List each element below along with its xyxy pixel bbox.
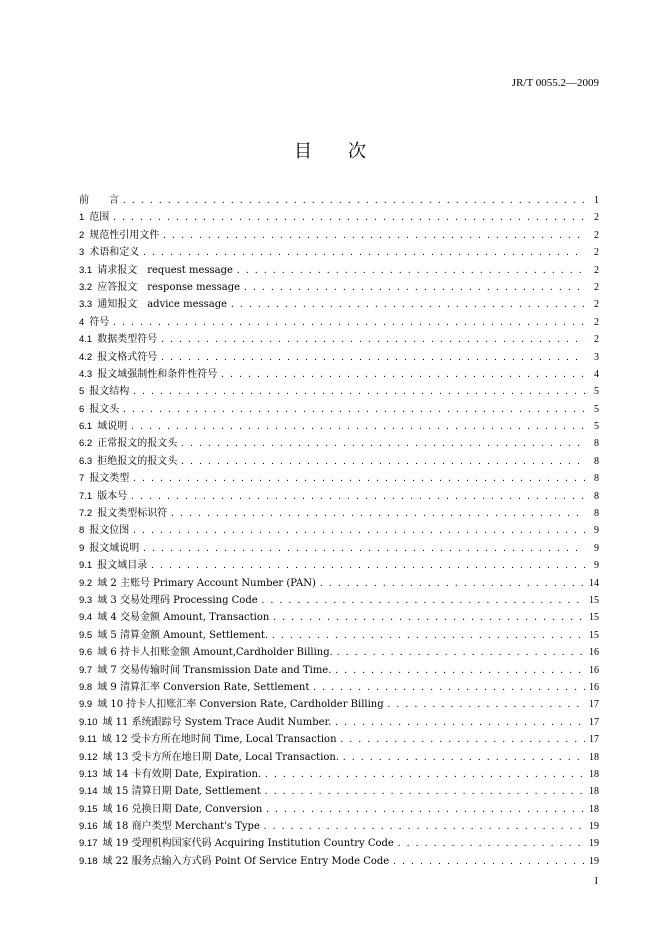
toc-entry[interactable]	[79, 835, 599, 852]
toc-entry[interactable]	[79, 592, 599, 609]
toc-entry-number: 9.8	[79, 681, 93, 693]
toc-entry-page: 18	[589, 768, 599, 780]
table-of-contents	[79, 192, 599, 870]
toc-leader-dots	[388, 696, 585, 713]
toc-entry-number: 7.2	[79, 508, 93, 520]
toc-entry-title: 报文域说明	[89, 542, 140, 554]
toc-entry[interactable]	[79, 262, 599, 279]
toc-entry-title: 域 7 交易传输时间 Transmission Date and Time.	[97, 664, 332, 676]
toc-leader-dots	[337, 644, 585, 661]
toc-entry[interactable]	[79, 279, 599, 296]
toc-leader-dots	[393, 853, 585, 870]
toc-leader-dots	[123, 401, 585, 418]
toc-leader-dots	[133, 470, 585, 487]
toc-entry[interactable]	[79, 401, 599, 418]
toc-entry[interactable]	[79, 314, 599, 331]
toc-entry-number: 3.3	[79, 299, 93, 311]
toc-entry[interactable]	[79, 557, 599, 574]
toc-leader-dots	[113, 314, 585, 331]
toc-entry-title: 报文位图	[89, 525, 130, 537]
toc-entry-page: 16	[589, 681, 599, 693]
toc-entry[interactable]	[79, 192, 599, 209]
toc-leader-dots	[161, 331, 585, 348]
toc-entry-title: 域说明	[97, 421, 128, 433]
toc-entry-number: 9.9	[79, 699, 93, 711]
toc-entry-page: 16	[589, 647, 599, 659]
toc-entry-title: 域 6 持卡人扣账金额 Amount,Cardholder Billing.	[97, 647, 333, 659]
toc-entry[interactable]	[79, 244, 599, 261]
toc-entry[interactable]	[79, 731, 599, 748]
toc-entry-title: 报文结构	[89, 386, 130, 398]
toc-entry-number: 9.12	[79, 751, 98, 763]
toc-entry[interactable]	[79, 488, 599, 505]
toc-entry-number: 9.3	[79, 594, 93, 606]
toc-leader-dots	[151, 557, 585, 574]
toc-entry-number: 9.11	[79, 734, 97, 746]
toc-entry-title: 域 14 卡有效期 Date, Expiration.	[102, 768, 262, 780]
toc-entry[interactable]	[79, 696, 599, 713]
toc-leader-dots	[313, 679, 585, 696]
toc-entry-number: 6.2	[79, 438, 93, 450]
toc-entry[interactable]	[79, 627, 599, 644]
toc-entry-title: 域 9 清算汇率 Conversion Rate, Settlement	[97, 681, 310, 693]
toc-entry[interactable]	[79, 575, 599, 592]
toc-entry-page: 9	[594, 560, 599, 572]
toc-entry-page: 4	[594, 368, 599, 380]
toc-entry-title: 报文格式符号	[97, 351, 158, 363]
toc-entry[interactable]	[79, 801, 599, 818]
toc-entry-title: 拒绝报文的报文头	[97, 455, 178, 467]
toc-entry-title: 域 12 受卡方所在地时间 Time, Local Transaction	[101, 734, 337, 746]
toc-leader-dots	[161, 349, 585, 366]
toc-entry-page: 19	[589, 838, 599, 850]
toc-entry[interactable]	[79, 505, 599, 522]
toc-entry-title: 数据类型符号	[97, 334, 158, 346]
toc-leader-dots	[237, 262, 585, 279]
toc-entry-number: 9.7	[79, 664, 93, 676]
page-title	[0, 137, 662, 163]
toc-entry-page: 2	[594, 316, 599, 328]
toc-entry-page: 19	[589, 821, 599, 833]
title-char-1: 目	[294, 141, 314, 162]
toc-entry-page: 19	[589, 855, 599, 867]
toc-entry-number: 9.1	[79, 560, 93, 572]
toc-entry-number: 9.10	[79, 716, 98, 728]
toc-leader-dots	[113, 209, 585, 226]
toc-entry[interactable]	[79, 783, 599, 800]
toc-leader-dots	[335, 714, 585, 731]
toc-entry-number: 9.2	[79, 577, 93, 589]
toc-leader-dots	[265, 783, 585, 800]
toc-entry-page: 2	[594, 247, 599, 259]
toc-entry-number: 3	[79, 247, 85, 259]
toc-entry-title: 报文类型	[89, 473, 130, 485]
toc-entry-number: 4.1	[79, 334, 93, 346]
toc-entry-number: 6.1	[79, 421, 93, 433]
toc-entry[interactable]	[79, 609, 599, 626]
toc-entry[interactable]	[79, 522, 599, 539]
toc-entry-number: 9.4	[79, 612, 93, 624]
toc-leader-dots	[272, 627, 585, 644]
toc-leader-dots	[131, 488, 585, 505]
toc-leader-dots	[133, 383, 585, 400]
toc-entry-number: 6.3	[79, 455, 93, 467]
toc-entry-page: 9	[594, 525, 599, 537]
toc-leader-dots	[143, 244, 585, 261]
toc-entry[interactable]	[79, 418, 599, 435]
toc-entry[interactable]	[79, 227, 599, 244]
toc-entry-number: 5	[79, 386, 85, 398]
toc-entry-page: 3	[594, 351, 599, 363]
toc-entry-title: 应答报文 response message	[97, 281, 241, 293]
toc-entry-page: 16	[589, 664, 599, 676]
toc-leader-dots	[398, 835, 585, 852]
toc-entry-number: 9.14	[79, 786, 98, 798]
toc-entry-number: 4.2	[79, 351, 93, 363]
toc-entry-title: 域 3 交易处理码 Processing Code	[97, 594, 258, 606]
toc-entry[interactable]	[79, 766, 599, 783]
toc-entry-title: 范围	[89, 212, 110, 224]
toc-entry-number: 8	[79, 525, 85, 537]
toc-entry-title: 规范性引用文件	[89, 229, 160, 241]
title-char-2: 次	[348, 141, 368, 162]
toc-entry-title: 通知报文 advice message	[97, 299, 228, 311]
toc-leader-dots	[264, 818, 585, 835]
toc-entry-page: 1	[594, 195, 599, 206]
toc-leader-dots	[262, 592, 585, 609]
toc-entry-title: 域 2 主账号 Primary Account Number (PAN)	[97, 577, 316, 589]
toc-leader-dots	[343, 749, 585, 766]
toc-entry-page: 8	[594, 490, 599, 502]
toc-entry[interactable]	[79, 453, 599, 470]
toc-entry-page: 5	[594, 386, 599, 398]
toc-entry-number: 3.2	[79, 281, 93, 293]
toc-entry-title: 符号	[89, 316, 110, 328]
toc-entry-page: 2	[594, 299, 599, 311]
toc-entry-page: 2	[594, 229, 599, 241]
toc-entry-title: 域 11 系统跟踪号 System Trace Audit Number.	[102, 716, 332, 728]
toc-leader-dots	[244, 279, 585, 296]
toc-leader-dots	[143, 540, 585, 557]
toc-entry[interactable]	[79, 679, 599, 696]
toc-entry-page: 17	[589, 734, 599, 746]
toc-entry-number: 4.3	[79, 368, 93, 380]
toc-entry-title: 域 15 清算日期 Date, Settlement	[102, 786, 261, 798]
toc-entry[interactable]	[79, 749, 599, 766]
toc-entry-page: 15	[589, 629, 599, 641]
toc-leader-dots	[133, 522, 585, 539]
toc-entry-number: 9.18	[79, 855, 98, 867]
toc-entry[interactable]	[79, 366, 599, 383]
toc-entry-number: 9.16	[79, 821, 98, 833]
toc-entry-title: 域 19 受理机构国家代码 Acquiring Institution Country Code	[102, 838, 394, 850]
toc-entry-page: 17	[589, 699, 599, 711]
toc-leader-dots	[181, 435, 585, 452]
toc-leader-dots	[320, 575, 585, 592]
toc-entry-page: 15	[589, 594, 599, 606]
toc-entry-number: 6	[79, 403, 85, 415]
toc-entry-title: 版本号	[97, 490, 128, 502]
toc-entry-title: 请求报文 request message	[97, 264, 233, 276]
toc-entry-page: 17	[589, 716, 599, 728]
toc-leader-dots	[341, 731, 585, 748]
toc-entry-page: 9	[594, 542, 599, 554]
toc-entry-page: 18	[589, 751, 599, 763]
toc-entry-number: 4	[79, 316, 85, 328]
toc-entry[interactable]	[79, 540, 599, 557]
toc-entry-title: 前 言	[79, 195, 119, 206]
toc-leader-dots	[171, 505, 585, 522]
toc-leader-dots	[231, 296, 585, 313]
toc-entry-title: 报文域目录	[97, 560, 148, 572]
toc-leader-dots	[181, 453, 585, 470]
toc-entry-title: 域 16 兑换日期 Date, Conversion	[102, 803, 263, 815]
toc-entry[interactable]	[79, 662, 599, 679]
toc-entry-number: 9	[79, 542, 85, 554]
toc-entry-number: 1	[79, 212, 85, 224]
toc-entry-title: 域 13 受卡方所在地日期 Date, Local Transaction.	[102, 751, 340, 763]
toc-entry-page: 15	[589, 612, 599, 624]
toc-entry-page: 2	[594, 281, 599, 293]
toc-entry-page: 5	[594, 421, 599, 433]
toc-entry-number: 9.17	[79, 838, 98, 850]
toc-entry-page: 8	[594, 508, 599, 520]
page-number: I	[594, 876, 598, 887]
toc-entry-title: 域 5 清算金额 Amount, Settlement.	[97, 629, 269, 641]
toc-entry-number: 9.15	[79, 803, 98, 815]
toc-leader-dots	[273, 609, 585, 626]
toc-entry-page: 8	[594, 438, 599, 450]
toc-entry-page: 14	[589, 577, 599, 589]
toc-entry-number: 9.5	[79, 629, 93, 641]
toc-entry[interactable]	[79, 714, 599, 731]
toc-leader-dots	[335, 662, 585, 679]
toc-entry-title: 正常报文的报文头	[97, 438, 178, 450]
toc-entry[interactable]	[79, 209, 599, 226]
toc-entry-page: 2	[594, 334, 599, 346]
toc-entry[interactable]	[79, 470, 599, 487]
toc-leader-dots	[266, 801, 585, 818]
toc-entry-number: 9.6	[79, 647, 93, 659]
toc-entry-page: 18	[589, 786, 599, 798]
toc-entry[interactable]	[79, 435, 599, 452]
toc-entry[interactable]	[79, 383, 599, 400]
toc-entry-page: 2	[594, 264, 599, 276]
toc-entry-title: 域 10 持卡人扣账汇率 Conversion Rate, Cardholder Billing	[97, 699, 384, 711]
toc-entry[interactable]	[79, 349, 599, 366]
toc-entry-title: 报文域强制性和条件性符号	[97, 368, 218, 380]
toc-leader-dots	[265, 766, 585, 783]
toc-entry-title: 域 4 交易金额 Amount, Transaction	[97, 612, 270, 624]
toc-entry-page: 8	[594, 473, 599, 485]
toc-entry[interactable]	[79, 853, 599, 870]
toc-entry-page: 8	[594, 455, 599, 467]
toc-entry-title: 报文类型标识符	[97, 508, 168, 520]
toc-entry-title: 域 18 商户类型 Merchant's Type	[102, 821, 260, 833]
toc-entry[interactable]	[79, 296, 599, 313]
toc-entry-title: 域 22 服务点输入方式码 Point Of Service Entry Mode Code	[102, 855, 390, 867]
toc-leader-dots	[131, 418, 585, 435]
toc-entry-number: 7.1	[79, 490, 93, 502]
toc-entry-title: 报文头	[89, 403, 120, 415]
toc-entry-number: 2	[79, 229, 85, 241]
toc-entry-number: 3.1	[79, 264, 93, 276]
toc-entry[interactable]	[79, 818, 599, 835]
toc-entry-number: 7	[79, 473, 85, 485]
toc-entry-page: 2	[594, 212, 599, 224]
toc-entry-title: 术语和定义	[89, 247, 140, 259]
toc-leader-dots	[123, 192, 585, 209]
toc-leader-dots	[163, 227, 585, 244]
toc-entry-number: 9.13	[79, 768, 98, 780]
toc-entry-page: 5	[594, 403, 599, 415]
toc-leader-dots	[221, 366, 585, 383]
toc-entry[interactable]	[79, 644, 599, 661]
toc-entry-page: 18	[589, 803, 599, 815]
toc-entry[interactable]	[79, 331, 599, 348]
document-standard-code: JR/T 0055.2—2009	[511, 77, 599, 89]
